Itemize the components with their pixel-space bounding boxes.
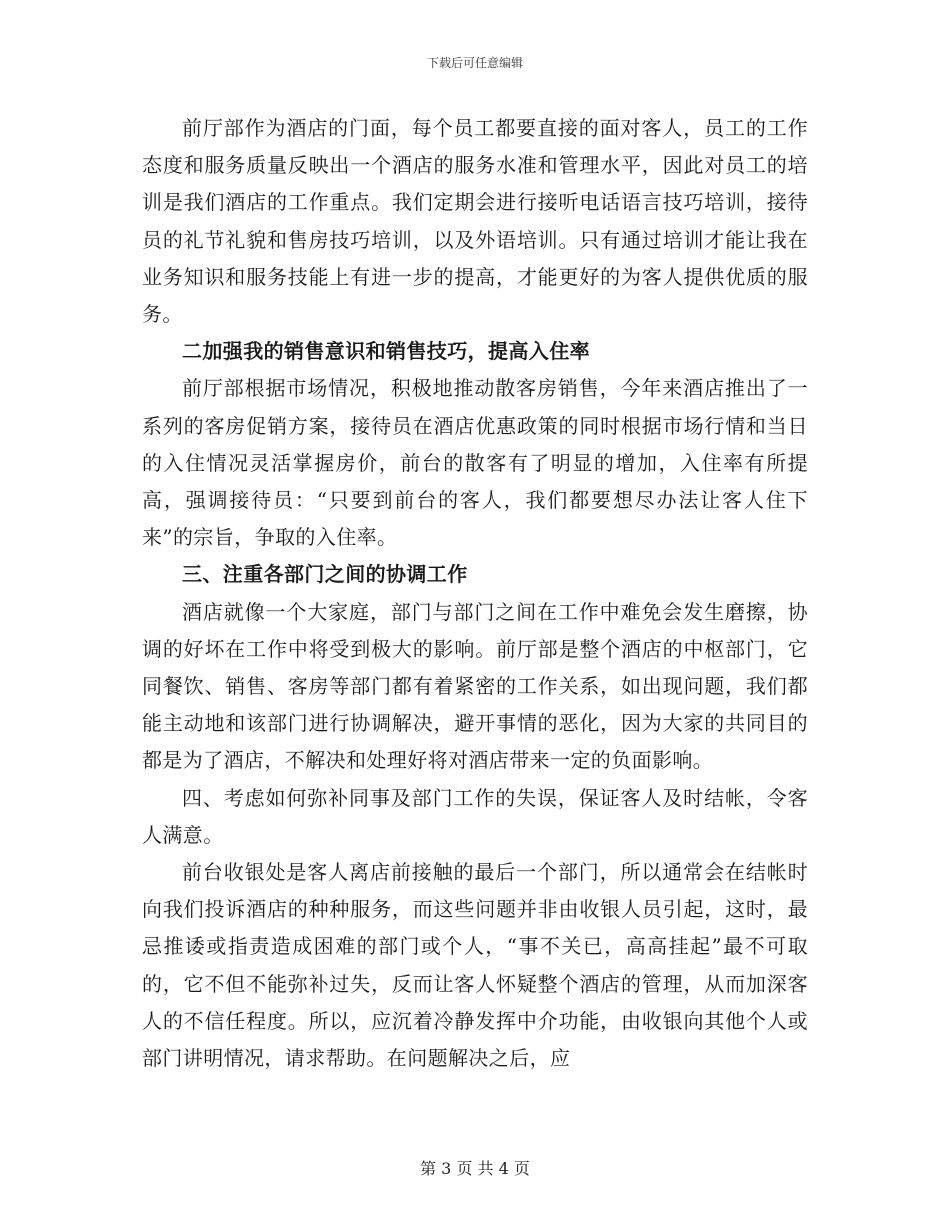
- header-note: 下载后可任意编辑: [426, 56, 523, 70]
- paragraph-heading-four: 四、考虑如何弥补同事及部门工作的失误，保证客人及时结帐，令客人满意。: [142, 785, 808, 847]
- paragraph-sales: 前厅部根据市场情况，积极地推动散客房销售，今年来酒店推出了一系列的客房促销方案，接待员在酒店优惠政策的同时根据市场行情和当日的入住情况灵活掌握房价，前台的散客有了明显的增加，入住率有所提高，强调接待员：“只要到前台的客人，我们都要想尽办法让客人住下来”的宗旨，争取的入住率。: [142, 376, 808, 550]
- paragraph-coordination: 酒店就像一个大家庭，部门与部门之间在工作中难免会发生磨擦，协调的好坏在工作中将受到极大的影响。前厅部是整个酒店的中枢部门，它同餐饮、销售、客房等部门都有着紧密的工作关系，如出现问题，我们都能主动地和该部门进行协调解决，避开事情的恶化，因为大家的共同目的都是为了酒店，不解决和处理好将对酒店带来一定的负面影响。: [142, 599, 808, 773]
- heading-sales: 二加强我的销售意识和销售技巧，提高入住率: [182, 339, 590, 364]
- paragraph-training: 前厅部作为酒店的门面，每个员工都要直接的面对客人，员工的工作态度和服务质量反映出一个酒店的服务水准和管理水平，因此对员工的培训是我们酒店的工作重点。我们定期会进行接听电话语言技巧培训，接待员的礼节礼貌和售房技巧培训，以及外语培训。只有通过培训才能让我在业务知识和服务技能上有进一步的提高，才能更好的为客人提供优质的服务。: [142, 116, 808, 327]
- heading-coordination: 三、注重各部门之间的协调工作: [182, 562, 468, 587]
- paragraph-cashier: 前台收银处是客人离店前接触的最后一个部门，所以通常会在结帐时向我们投诉酒店的种种服务，而这些问题并非由收银人员引起，这时，最忌推诿或指责造成困难的部门或个人，“事不关已，高高挂起”最不可取的，它不但不能弥补过失，反而让客人怀疑整个酒店的管理，从而加深客人的不信任程度。所以，应沉着冷静发挥中介功能，由收银向其他个人或部门讲明情况，请求帮助。在问题解决之后，应: [142, 860, 808, 1071]
- page-number: 第 3 页 共 4 页: [420, 1159, 530, 1178]
- document-body: [142, 110, 808, 1077]
